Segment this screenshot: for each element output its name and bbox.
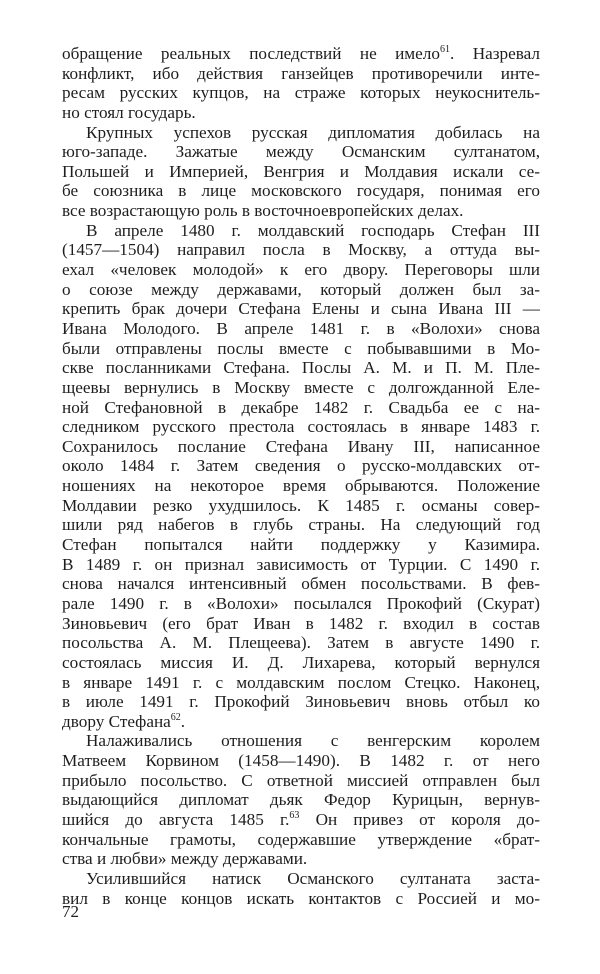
text-line: Налаживались отношения с венгерским королем	[86, 731, 540, 751]
text-line: следником русского престола состоялась в январе 1483 г.	[62, 417, 540, 437]
text-segment: шийся до августа 1485 г.	[62, 809, 290, 829]
text-line: ношениях на некоторое время обрываются. Положение	[62, 476, 540, 496]
paragraph	[62, 731, 540, 868]
text-line: снова начался интенсивный обмен посольствами. В фев-	[62, 574, 540, 594]
text-line: Польшей и Империей, Венгрия и Молдавия искали се-	[62, 161, 540, 181]
text-line: Сохранилось послание Стефана Ивану III, написанное	[62, 436, 540, 456]
paragraph	[62, 221, 540, 732]
text-line: в январе 1491 г. с молдавским послом Стецко. Наконец,	[62, 672, 540, 692]
text-line: были отправлены послы вместе с побывавшими в Мо-	[62, 338, 540, 358]
text-line: бе союзника в лице московского государя, понимая его	[62, 181, 540, 201]
text-line: шили ряд набегов в глубь страны. На следующий год	[62, 515, 540, 535]
text-line: крепить брак дочери Стефана Елены и сына Ивана III —	[62, 299, 540, 319]
text-line: состоялась миссия И. Д. Лихарева, который вернулся	[62, 652, 540, 672]
text-line: ной Стефановной в декабре 1482 г. Свадьба ее с на-	[62, 397, 540, 417]
text-line: Усилившийся натиск Османского султаната заста-	[86, 868, 540, 888]
footnote-ref: 63	[289, 809, 300, 821]
text-line	[62, 810, 540, 830]
text-line	[62, 712, 540, 732]
text-line: В 1489 г. он признал зависимость от Турции. С 1490 г.	[62, 554, 540, 574]
text-line: скве посланниками Стефана. Послы А. М. и П. М. Пле-	[62, 358, 540, 378]
paragraph	[62, 869, 540, 908]
footnote-ref: 61	[439, 44, 450, 55]
text-line: о союзе между державами, который должен был за-	[62, 279, 540, 299]
text-line: ехал «человек молодой» к его двору. Переговоры шли	[62, 260, 540, 280]
text-line: посольства А. М. Плещеева). Затем в августе 1490 г.	[62, 633, 540, 653]
text-line: Стефан попытался найти поддержку у Казимира.	[62, 535, 540, 555]
text-segment: Он привез от короля до-	[299, 809, 540, 829]
text-segment: обращение реальных последствий не имело	[62, 44, 440, 63]
paragraph	[62, 123, 540, 221]
text-line: рале 1490 г. в «Волохи» посылался Прокофий (Скурат)	[62, 593, 540, 613]
text-segment: .	[180, 711, 186, 731]
text-line: юго-западе. Зажатые между Османским султанатом,	[62, 142, 540, 162]
text-line: выдающийся дипломат дьяк Федор Курицын, вернув-	[62, 790, 540, 810]
paragraph	[62, 44, 540, 123]
page-number: 72	[62, 902, 79, 921]
text-line: Крупных успехов русская дипломатия добилась на	[86, 122, 540, 142]
text-line: ресам русских купцов, на страже которых неукоснитель-	[62, 83, 540, 103]
text-line: вил в конце концов искать контактов с Россией и мо-	[62, 888, 540, 908]
page-body-text	[62, 44, 540, 908]
text-line: но стоял государь.	[62, 102, 196, 122]
text-line: около 1484 г. Затем сведения о русско-молдавских от-	[62, 456, 540, 476]
text-line: в июле 1491 г. Прокофий Зиновьевич вновь отбыл ко	[62, 692, 540, 712]
text-line: Молдавии резко ухудшилось. К 1485 г. османы совер-	[62, 495, 540, 515]
text-line: все возрастающую роль в восточноевропейских делах.	[62, 201, 464, 221]
text-line: Ивана Молодого. В апреле 1481 г. в «Волохи» снова	[62, 318, 540, 338]
text-line: прибыло посольство. С ответной миссией отправлен был	[62, 770, 540, 790]
text-segment: двору Стефана	[62, 711, 171, 731]
text-line: Зиновьевич (его брат Иван в 1482 г. входил в состав	[62, 613, 540, 633]
text-line: конфликт, ибо действия ганзейцев противоречили инте-	[62, 63, 540, 83]
text-line: В апреле 1480 г. молдавский господарь Стефан III	[86, 220, 540, 240]
footnote-ref: 62	[170, 711, 181, 723]
text-segment: . Назревал	[449, 44, 540, 63]
text-line	[62, 44, 540, 64]
text-line: ства и любви» между державами.	[62, 849, 308, 869]
text-line: кончальные грамоты, содержавшие утверждение «брат-	[62, 829, 540, 849]
text-line: Матвеем Корвином (1458—1490). В 1482 г. от него	[62, 751, 540, 771]
text-line: (1457—1504) направил посла в Москву, а оттуда вы-	[62, 240, 540, 260]
text-line: щеевы вернулись в Москву вместе с долгожданной Еле-	[62, 377, 540, 397]
